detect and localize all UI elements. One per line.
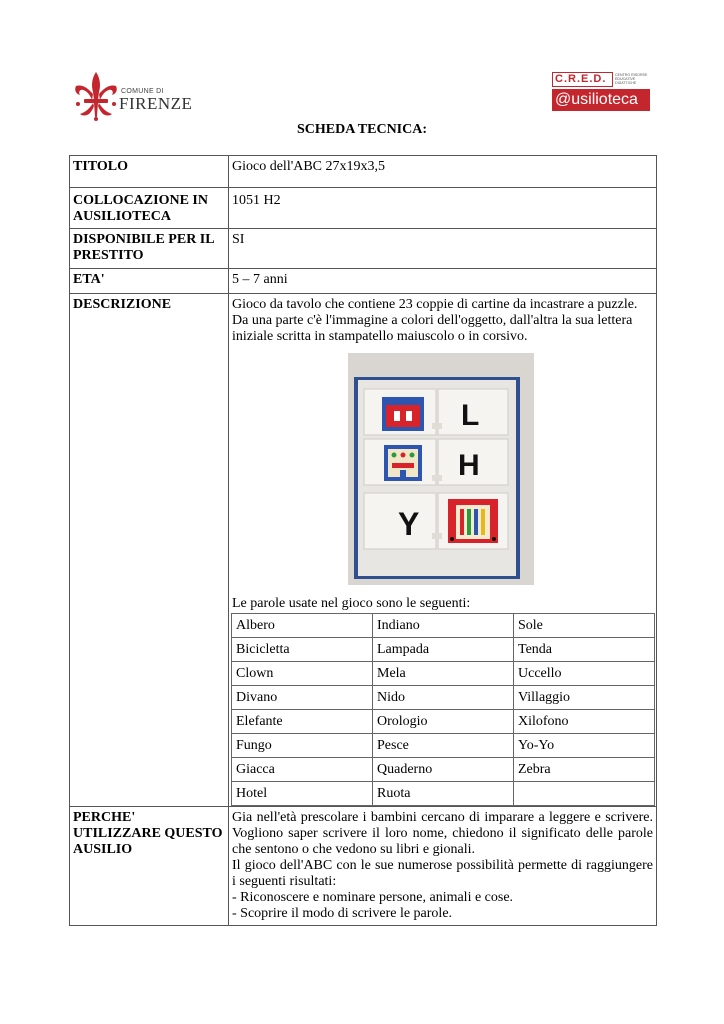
word-cell [514, 782, 655, 806]
table-row [232, 686, 655, 710]
word-cell: Hotel [232, 782, 373, 806]
cred-ausilioteca-logo [552, 72, 650, 112]
eta-value: 5 – 7 anni [229, 269, 657, 294]
word-cell: Ruota [373, 782, 514, 806]
row-descrizione [70, 294, 657, 807]
word-cell: Giacca [232, 758, 373, 782]
giglio-icon [72, 70, 120, 122]
table-row [232, 662, 655, 686]
word-cell: Sole [514, 614, 655, 638]
table-row [232, 734, 655, 758]
perche-cell [229, 807, 657, 926]
comune-di-text: COMUNE DI [121, 88, 164, 95]
words-intro: Le parole usate nel gioco sono le seguenti: [232, 596, 471, 611]
disponibile-value: SI [229, 229, 657, 269]
perche-paragraph-1: Gia nell'età prescolare i bambini cercano di imparare a leggere e scrivere. Vogliono saper scrivere il loro nome, chiedono il significato delle parole che sentono o che vedono su libri e gionali. [232, 810, 653, 857]
cred-text: C.R.E.D. [555, 73, 607, 85]
word-cell: Tenda [514, 638, 655, 662]
row-collocazione [70, 188, 657, 229]
ausilioteca-badge [552, 89, 650, 111]
scheda-table [69, 155, 657, 926]
eta-label: ETA' [70, 269, 229, 294]
word-cell: Elefante [232, 710, 373, 734]
word-cell: Xilofono [514, 710, 655, 734]
photo-letter-h: H [458, 449, 480, 482]
firenze-text: FIRENZE [119, 94, 193, 113]
word-cell: Clown [232, 662, 373, 686]
word-cell: Mela [373, 662, 514, 686]
word-cell: Uccello [514, 662, 655, 686]
word-cell: Quaderno [373, 758, 514, 782]
word-cell: Zebra [514, 758, 655, 782]
word-cell: Lampada [373, 638, 514, 662]
perche-paragraph-2: Il gioco dell'ABC con le sue numerose possibilità permette di raggiungere i seguenti risultati: [232, 858, 653, 889]
perche-label: PERCHE' UTILIZZARE QUESTO AUSILIO [70, 807, 229, 926]
collocazione-value: 1051 H2 [229, 188, 657, 229]
word-cell: Divano [232, 686, 373, 710]
words-table [231, 613, 655, 806]
cred-box [552, 72, 613, 87]
titolo-label: TITOLO [70, 156, 229, 188]
word-cell: Bicicletta [232, 638, 373, 662]
table-row [232, 638, 655, 662]
abc-game-box-image [348, 353, 534, 585]
cred-subtitle: CENTRO RISORSE EDUCATIVE DIDATTICHE [615, 73, 648, 86]
word-cell: Indiano [373, 614, 514, 638]
word-cell: Albero [232, 614, 373, 638]
word-cell: Nido [373, 686, 514, 710]
table-row [232, 710, 655, 734]
perche-bullet-1: - Riconoscere e nominare persone, animali e cose. [232, 890, 514, 905]
ausilioteca-text: @usilioteca [555, 91, 638, 108]
photo-letter-l: L [461, 399, 480, 432]
word-cell: Orologio [373, 710, 514, 734]
comune-firenze-logo [72, 70, 197, 122]
descrizione-text: Gioco da tavolo che contiene 23 coppie di cartine da incastrare a puzzle. Da una parte c'è l'immagine a colori dell'oggetto, dall'altra la sua lettera iniziale scritta in stampatello maiuscolo o in corsivo. [232, 297, 638, 344]
game-photo [348, 353, 534, 585]
document-title: SCHEDA TECNICA: [296, 122, 428, 137]
row-titolo [70, 156, 657, 188]
word-cell: Fungo [232, 734, 373, 758]
disponibile-label: DISPONIBILE PER IL PRESTITO [70, 229, 229, 269]
titolo-value: Gioco dell'ABC 27x19x3,5 [229, 156, 657, 188]
collocazione-label: COLLOCAZIONE IN AUSILIOTECA [70, 188, 229, 229]
table-row [232, 782, 655, 806]
table-row [232, 758, 655, 782]
word-cell: Pesce [373, 734, 514, 758]
table-row [232, 614, 655, 638]
descrizione-label: DESCRIZIONE [70, 294, 229, 807]
row-perche [70, 807, 657, 926]
photo-letter-y: Y [398, 506, 420, 542]
row-disponibile [70, 229, 657, 269]
word-cell: Villaggio [514, 686, 655, 710]
row-eta [70, 269, 657, 294]
word-cell: Yo-Yo [514, 734, 655, 758]
perche-bullet-2: - Scoprire il modo di scrivere le parole. [232, 906, 453, 921]
descrizione-cell [229, 294, 657, 807]
